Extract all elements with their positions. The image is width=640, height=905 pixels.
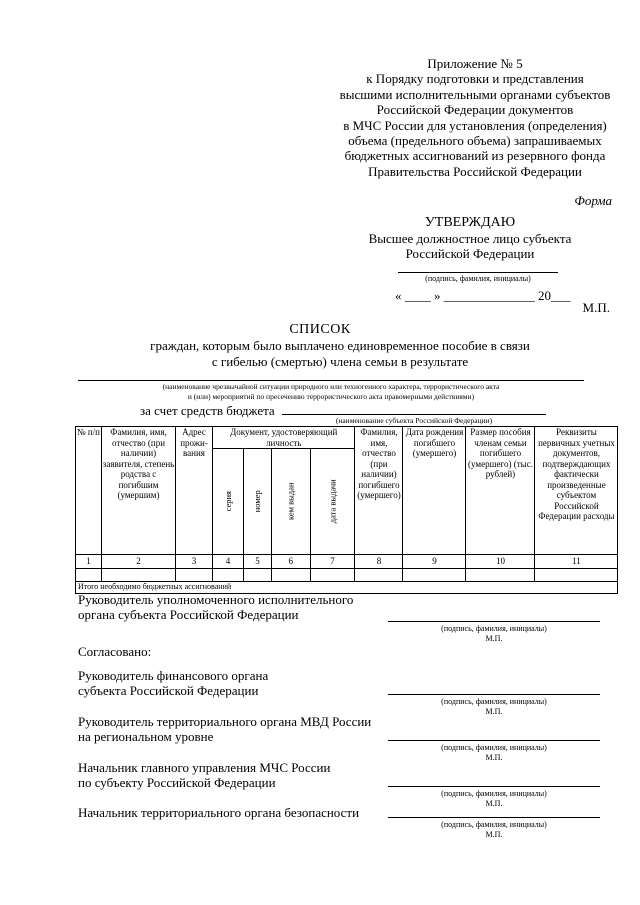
total-row: Итого необходимо бюджетных ассигнований xyxy=(76,582,618,594)
finance-signatory xyxy=(78,668,268,698)
header-amount: Размер пособия членам семьи погибшего (умершего) (тыс. рублей) xyxy=(466,427,535,555)
stamp-place: М.П. xyxy=(485,633,503,643)
table-cell[interactable] xyxy=(272,569,311,582)
stamp-place: М.П. xyxy=(485,752,503,762)
head-signatory xyxy=(78,592,353,622)
header-number xyxy=(244,449,272,555)
col-number: 10 xyxy=(466,555,535,569)
approval-stamp-place: М.П. xyxy=(582,300,610,315)
table-cell[interactable] xyxy=(535,569,618,582)
budget-subject-caption: (наименование субъекта Российской Федерации) xyxy=(335,416,493,425)
header-birth-date: Дата рождения погибшего (умершего) xyxy=(403,427,466,555)
appendix-line: к Порядку подготовки и представления xyxy=(366,71,584,87)
appendix-line: бюджетных ассигнований из резервного фонда xyxy=(344,148,606,164)
col-number: 2 xyxy=(102,555,176,569)
approval-block xyxy=(360,215,580,262)
header-series-text: серия xyxy=(222,491,233,512)
approve-official-2: Российской Федерации xyxy=(405,246,535,261)
security-signature-line[interactable] xyxy=(388,817,600,818)
mvd-signatory xyxy=(78,714,371,744)
approval-date-field[interactable]: « ____ » ______________ 20___ xyxy=(395,288,571,303)
caption-text: (подпись, фамилия, инициалы) xyxy=(441,789,547,798)
appendix-line: Российской Федерации документов xyxy=(376,102,574,118)
signatory-line: по субъекту Российской Федерации xyxy=(78,775,276,790)
budget-subject-line[interactable] xyxy=(282,414,546,415)
approve-official: Высшее должностное лицо субъекта xyxy=(368,230,572,246)
caption-text: (подпись, фамилия, инициалы) xyxy=(441,624,547,633)
table-cell[interactable] xyxy=(310,569,355,582)
mvd-signature-line[interactable] xyxy=(388,740,600,741)
appendix-line: в МЧС России для установления (определения) xyxy=(343,117,607,133)
finance-signature-line[interactable] xyxy=(388,694,600,695)
mchs-signature-line[interactable] xyxy=(388,786,600,787)
col-number: 11 xyxy=(535,555,618,569)
approval-signature-caption: (подпись, фамилия, инициалы) xyxy=(425,274,531,283)
header-deceased: Фамилия, имя, отчество (при наличии) погибшего (умершего) xyxy=(355,427,403,555)
appendix-line: Правительства Российской Федерации xyxy=(368,163,582,179)
security-signatory xyxy=(78,805,359,820)
mchs-signatory xyxy=(78,760,330,790)
appendix-line: объема (предельного объема) запрашиваемых xyxy=(348,133,602,149)
agreed-label: Согласовано: xyxy=(78,644,152,659)
col-number: 5 xyxy=(244,555,272,569)
subtitle-line: граждан, которым было выплачено единовременное пособие в связи xyxy=(150,338,530,353)
emergency-name-caption xyxy=(78,382,584,401)
col-number: 3 xyxy=(176,555,213,569)
caption-text: (подпись, фамилия, инициалы) xyxy=(441,820,547,829)
stamp-place: М.П. xyxy=(485,829,503,839)
head-signature-caption xyxy=(388,624,600,643)
approve-title: УТВЕРЖДАЮ xyxy=(424,215,516,230)
mvd-signature-caption xyxy=(388,743,600,762)
document-title: СПИСОК xyxy=(289,322,351,337)
stamp-place: М.П. xyxy=(485,798,503,808)
signatory-line: Руководитель территориального органа МВД России xyxy=(78,714,372,729)
signatory-line: субъекта Российской Федерации xyxy=(78,683,259,698)
header-requisites: Реквизиты первичных учетных документов, подтверждающих фактически произведенные субъектом Российской Федерации расходы xyxy=(535,427,618,555)
appendix-line: Приложение № 5 xyxy=(427,56,523,71)
col-number: 1 xyxy=(76,555,102,569)
col-number: 4 xyxy=(213,555,244,569)
emergency-name-line[interactable] xyxy=(78,380,584,381)
caption-line: (наименование чрезвычайной ситуации природного или техногенного характера, террористического акта xyxy=(162,382,500,391)
caption-text: (подпись, фамилия, инициалы) xyxy=(441,697,547,706)
signatory-line: Начальник территориального органа безопасности xyxy=(78,805,360,820)
header-document: Документ, удостоверяющий личность xyxy=(213,427,355,449)
table-cell[interactable] xyxy=(466,569,535,582)
col-number: 7 xyxy=(310,555,355,569)
caption-text: (подпись, фамилия, инициалы) xyxy=(441,743,547,752)
header-issue-date xyxy=(310,449,355,555)
header-num: № п/п xyxy=(76,427,102,555)
col-number: 6 xyxy=(272,555,311,569)
appendix-line: высшими исполнительными органами субъектов xyxy=(339,86,611,102)
security-signature-caption xyxy=(388,820,600,839)
form-label: Форма xyxy=(574,193,612,208)
header-issued-by-text: кем выдан xyxy=(285,482,296,521)
approval-signature-line[interactable] xyxy=(398,272,558,273)
table-cell[interactable] xyxy=(244,569,272,582)
table-cell[interactable] xyxy=(76,569,102,582)
table-cell[interactable] xyxy=(355,569,403,582)
mchs-signature-caption xyxy=(388,789,600,808)
appendix-header xyxy=(330,56,620,179)
stamp-place: М.П. xyxy=(485,706,503,716)
header-address: Адрес прожи-вания xyxy=(176,427,213,555)
table-cell[interactable] xyxy=(213,569,244,582)
citizens-table xyxy=(75,426,618,594)
head-signature-line[interactable] xyxy=(388,621,600,622)
table-row[interactable] xyxy=(76,569,618,582)
header-number-text: номер xyxy=(252,490,263,513)
col-number: 9 xyxy=(403,555,466,569)
signatory-line: Начальник главного управления МЧС России xyxy=(78,760,331,775)
col-number: 8 xyxy=(355,555,403,569)
budget-label: за счет средств бюджета xyxy=(140,403,275,418)
header-series xyxy=(213,449,244,555)
subtitle-line: с гибелью (смертью) члена семьи в результате xyxy=(211,353,469,369)
table-cell[interactable] xyxy=(176,569,213,582)
header-issue-date-text: дата выдачи xyxy=(327,479,338,524)
header-applicant: Фамилия, имя, отчество (при наличии) заявителя, степень родства с погибшим (умершим) xyxy=(102,427,176,555)
signatory-line: Руководитель уполномоченного исполнительного xyxy=(78,592,354,607)
table-cell[interactable] xyxy=(102,569,176,582)
caption-line: и (или) мероприятий по пресечению террористического акта правомерными действиями) xyxy=(187,391,475,401)
document-subtitle xyxy=(120,338,560,369)
signatory-line: Руководитель финансового органа xyxy=(78,668,269,683)
header-issued-by xyxy=(272,449,311,555)
table-cell[interactable] xyxy=(403,569,466,582)
signatory-line: на региональном уровне xyxy=(78,729,214,744)
signatory-line: органа субъекта Российской Федерации xyxy=(78,607,299,622)
finance-signature-caption xyxy=(388,697,600,716)
